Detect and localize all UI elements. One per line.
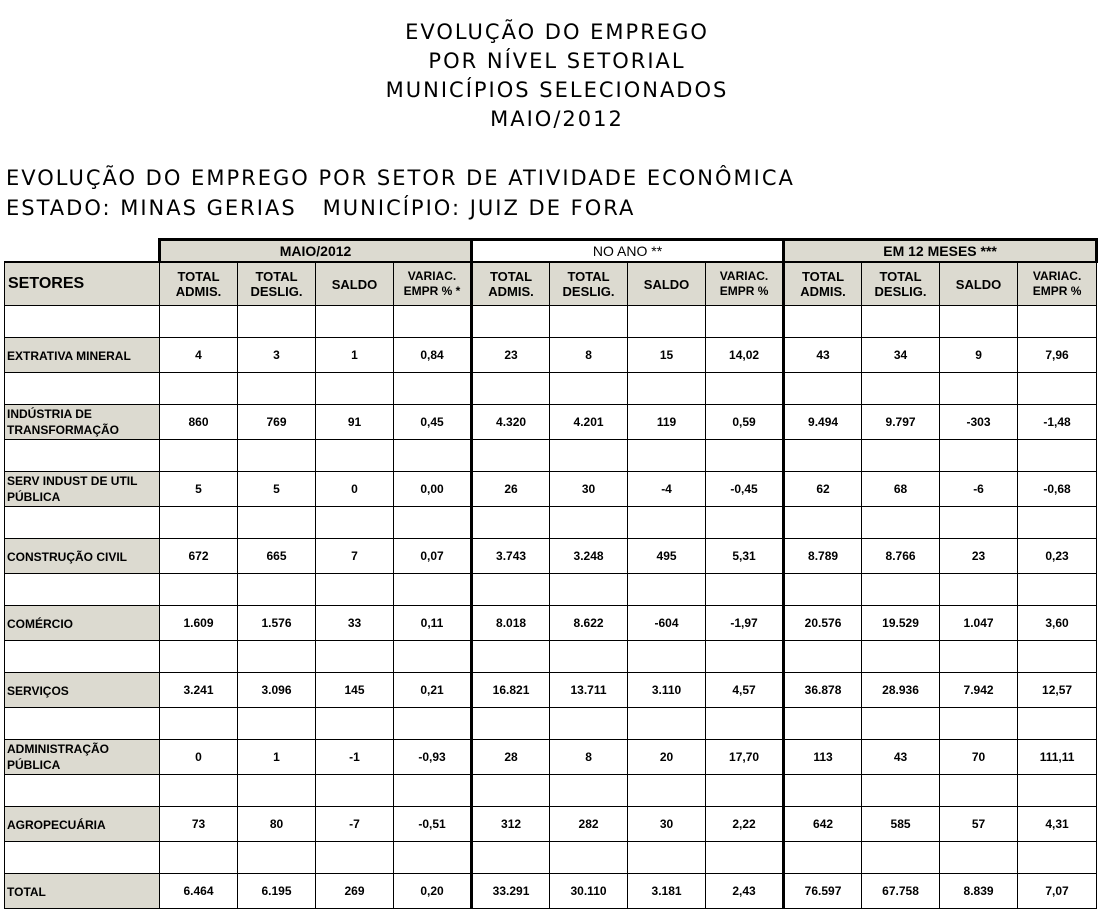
value-cell: 665 (238, 539, 316, 574)
col-header: TOTAL DESLIG. (862, 262, 940, 306)
value-cell: 0,20 (394, 874, 472, 909)
value-cell: 0,21 (394, 673, 472, 708)
empty-cell (940, 306, 1018, 338)
empty-cell (5, 708, 160, 740)
value-cell: 68 (862, 472, 940, 507)
empty-cell (550, 440, 628, 472)
value-cell: 6.464 (160, 874, 238, 909)
sector-label: AGROPECUÁRIA (5, 807, 160, 842)
empty-cell (5, 440, 160, 472)
empty-cell (628, 775, 706, 807)
empty-cell (472, 842, 550, 874)
value-cell: 5 (160, 472, 238, 507)
value-cell: 145 (316, 673, 394, 708)
value-cell: 0 (316, 472, 394, 507)
value-cell: 0,45 (394, 405, 472, 440)
title-line-4: MAIO/2012 (490, 107, 624, 131)
empty-cell (5, 306, 160, 338)
empty-cell (550, 373, 628, 405)
value-cell: 23 (472, 338, 550, 373)
col-header: SALDO (628, 262, 706, 306)
empty-cell (706, 440, 784, 472)
column-header-row (5, 262, 1097, 306)
title-line-2: POR NÍVEL SETORIAL (428, 49, 686, 73)
value-cell: 2,43 (706, 874, 784, 909)
empty-cell (784, 373, 862, 405)
empty-cell (394, 306, 472, 338)
empty-cell (940, 708, 1018, 740)
empty-cell (316, 306, 394, 338)
empty-cell (706, 708, 784, 740)
col-header: VARIAC. EMPR % (706, 262, 784, 306)
empty-cell (784, 440, 862, 472)
empty-cell (1018, 574, 1097, 606)
value-cell: 0 (160, 740, 238, 775)
value-cell: 1.609 (160, 606, 238, 641)
empty-cell (394, 373, 472, 405)
value-cell: -7 (316, 807, 394, 842)
empty-cell (1018, 708, 1097, 740)
value-cell: 113 (784, 740, 862, 775)
value-cell: -4 (628, 472, 706, 507)
empty-cell (160, 373, 238, 405)
empty-cell (238, 574, 316, 606)
value-cell: 4,57 (706, 673, 784, 708)
value-cell: 7 (316, 539, 394, 574)
value-cell: 0,23 (1018, 539, 1097, 574)
value-cell: 111,11 (1018, 740, 1097, 775)
empty-cell (5, 574, 160, 606)
empty-cell (238, 641, 316, 673)
empty-cell (160, 507, 238, 539)
col-header: TOTAL ADMIS. (160, 262, 238, 306)
empty-cell (316, 373, 394, 405)
value-cell: 43 (784, 338, 862, 373)
value-cell: 0,59 (706, 405, 784, 440)
value-cell: 642 (784, 807, 862, 842)
value-cell: 20 (628, 740, 706, 775)
value-cell: -303 (940, 405, 1018, 440)
value-cell: 30 (550, 472, 628, 507)
value-cell: 9 (940, 338, 1018, 373)
value-cell: -1 (316, 740, 394, 775)
value-cell: 3.181 (628, 874, 706, 909)
empty-cell (940, 842, 1018, 874)
empty-cell (862, 842, 940, 874)
empty-cell (628, 708, 706, 740)
empty-cell (706, 373, 784, 405)
table-row (5, 807, 1097, 842)
empty-cell (472, 507, 550, 539)
value-cell: 9.797 (862, 405, 940, 440)
empty-cell (550, 708, 628, 740)
value-cell: 495 (628, 539, 706, 574)
empty-cell (706, 775, 784, 807)
setores-header: SETORES (5, 262, 160, 306)
empty-cell (1018, 775, 1097, 807)
empty-cell (706, 574, 784, 606)
value-cell: 12,57 (1018, 673, 1097, 708)
value-cell: 0,11 (394, 606, 472, 641)
col-header: VARIAC. EMPR % * (394, 262, 472, 306)
empty-cell (394, 775, 472, 807)
empty-cell (550, 574, 628, 606)
empty-cell (472, 373, 550, 405)
sector-label: TOTAL (5, 874, 160, 909)
value-cell: 8 (550, 338, 628, 373)
empty-cell (160, 306, 238, 338)
col-header: TOTAL ADMIS. (784, 262, 862, 306)
empty-cell (5, 373, 160, 405)
table-row (5, 472, 1097, 507)
empty-cell (550, 507, 628, 539)
value-cell: 16.821 (472, 673, 550, 708)
spacer-row (5, 775, 1097, 807)
table-row (5, 606, 1097, 641)
sector-label: COMÉRCIO (5, 606, 160, 641)
spacer-row (5, 373, 1097, 405)
value-cell: 119 (628, 405, 706, 440)
value-cell: 0,00 (394, 472, 472, 507)
value-cell: 70 (940, 740, 1018, 775)
value-cell: 7,07 (1018, 874, 1097, 909)
empty-cell (160, 574, 238, 606)
empty-cell (940, 775, 1018, 807)
value-cell: 8.839 (940, 874, 1018, 909)
value-cell: 4.320 (472, 405, 550, 440)
value-cell: 5 (238, 472, 316, 507)
value-cell: -0,68 (1018, 472, 1097, 507)
empty-cell (394, 708, 472, 740)
value-cell: 8 (550, 740, 628, 775)
spacer-row (5, 842, 1097, 874)
value-cell: 7,96 (1018, 338, 1097, 373)
spacer-row (5, 440, 1097, 472)
value-cell: 62 (784, 472, 862, 507)
empty-cell (628, 373, 706, 405)
empty-cell (706, 641, 784, 673)
group-12-meses: EM 12 MESES *** (784, 240, 1097, 263)
value-cell: 282 (550, 807, 628, 842)
empty-cell (940, 440, 1018, 472)
value-cell: 2,22 (706, 807, 784, 842)
value-cell: 672 (160, 539, 238, 574)
empty-cell (940, 507, 1018, 539)
empty-cell (550, 842, 628, 874)
col-header: VARIAC. EMPR % (1018, 262, 1097, 306)
value-cell: 33.291 (472, 874, 550, 909)
spacer-row (5, 708, 1097, 740)
value-cell: 28.936 (862, 673, 940, 708)
empty-cell (5, 775, 160, 807)
empty-cell (394, 507, 472, 539)
value-cell: 67.758 (862, 874, 940, 909)
value-cell: 17,70 (706, 740, 784, 775)
value-cell: 14,02 (706, 338, 784, 373)
value-cell: 0,84 (394, 338, 472, 373)
sector-label: SERV INDUST DE UTIL PÚBLICA (5, 472, 160, 507)
table-body (5, 306, 1097, 909)
value-cell: 585 (862, 807, 940, 842)
value-cell: 1 (238, 740, 316, 775)
subtitle-line-2: ESTADO: MINAS GERIAS MUNICÍPIO: JUIZ DE FORA (6, 196, 636, 220)
value-cell: 6.195 (238, 874, 316, 909)
empty-cell (940, 373, 1018, 405)
empty-cell (238, 440, 316, 472)
empty-cell (394, 440, 472, 472)
table-row (5, 338, 1097, 373)
empty-cell (472, 708, 550, 740)
value-cell: 5,31 (706, 539, 784, 574)
empty-cell (940, 574, 1018, 606)
empty-cell (862, 306, 940, 338)
empty-cell (862, 440, 940, 472)
empty-cell (862, 775, 940, 807)
empty-cell (472, 641, 550, 673)
value-cell: 1 (316, 338, 394, 373)
value-cell: -1,97 (706, 606, 784, 641)
value-cell: 3.096 (238, 673, 316, 708)
table-row (5, 673, 1097, 708)
title-line-3: MUNICÍPIOS SELECIONADOS (385, 78, 729, 102)
value-cell: 860 (160, 405, 238, 440)
value-cell: 8.766 (862, 539, 940, 574)
empty-cell (238, 708, 316, 740)
empty-cell (706, 842, 784, 874)
value-cell: 8.789 (784, 539, 862, 574)
empty-cell (706, 507, 784, 539)
empty-cell (238, 507, 316, 539)
empty-cell (784, 775, 862, 807)
report-subtitle (6, 163, 795, 223)
col-header: TOTAL DESLIG. (238, 262, 316, 306)
empty-cell (472, 775, 550, 807)
empty-cell (862, 708, 940, 740)
value-cell: 312 (472, 807, 550, 842)
empty-cell (472, 440, 550, 472)
empty-cell (316, 574, 394, 606)
empty-cell (160, 775, 238, 807)
value-cell: 4,31 (1018, 807, 1097, 842)
empty-cell (706, 306, 784, 338)
value-cell: 57 (940, 807, 1018, 842)
value-cell: 3.110 (628, 673, 706, 708)
empty-cell (238, 373, 316, 405)
empty-cell (628, 641, 706, 673)
col-header: TOTAL ADMIS. (472, 262, 550, 306)
col-header: TOTAL DESLIG. (550, 262, 628, 306)
subtitle-line-1: EVOLUÇÃO DO EMPREGO POR SETOR DE ATIVIDADE ECONÔMICA (6, 166, 795, 190)
empty-cell (784, 842, 862, 874)
value-cell: 34 (862, 338, 940, 373)
empty-cell (628, 574, 706, 606)
empty-cell (550, 306, 628, 338)
empty-cell (784, 641, 862, 673)
col-header: SALDO (940, 262, 1018, 306)
value-cell: -0,51 (394, 807, 472, 842)
value-cell: 30.110 (550, 874, 628, 909)
value-cell: 3.248 (550, 539, 628, 574)
empty-cell (394, 641, 472, 673)
value-cell: -604 (628, 606, 706, 641)
empty-cell (316, 440, 394, 472)
empty-cell (316, 708, 394, 740)
empty-cell (160, 708, 238, 740)
empty-cell (628, 306, 706, 338)
value-cell: 3.241 (160, 673, 238, 708)
empty-cell (5, 507, 160, 539)
value-cell: -1,48 (1018, 405, 1097, 440)
value-cell: -0,93 (394, 740, 472, 775)
value-cell: 23 (940, 539, 1018, 574)
empty-cell (550, 641, 628, 673)
table-row (5, 874, 1097, 909)
value-cell: 1.047 (940, 606, 1018, 641)
empty-cell (472, 306, 550, 338)
empty-cell (628, 440, 706, 472)
value-cell: 7.942 (940, 673, 1018, 708)
empty-cell (1018, 507, 1097, 539)
value-cell: 3 (238, 338, 316, 373)
value-cell: 28 (472, 740, 550, 775)
value-cell: 19.529 (862, 606, 940, 641)
empty-cell (5, 641, 160, 673)
empty-cell (394, 574, 472, 606)
employment-table (4, 238, 1098, 909)
empty-cell (862, 507, 940, 539)
value-cell: 4.201 (550, 405, 628, 440)
value-cell: 0,07 (394, 539, 472, 574)
group-maio: MAIO/2012 (160, 240, 472, 263)
empty-cell (472, 574, 550, 606)
empty-cell (1018, 842, 1097, 874)
value-cell: 30 (628, 807, 706, 842)
value-cell: -0,45 (706, 472, 784, 507)
empty-cell (160, 440, 238, 472)
col-header: SALDO (316, 262, 394, 306)
spacer-row (5, 641, 1097, 673)
table-row (5, 539, 1097, 574)
sector-label: CONSTRUÇÃO CIVIL (5, 539, 160, 574)
empty-cell (394, 842, 472, 874)
report-title (0, 18, 1100, 134)
sector-label: ADMINISTRAÇÃO PÚBLICA (5, 740, 160, 775)
empty-cell (238, 306, 316, 338)
empty-cell (1018, 373, 1097, 405)
table-row (5, 740, 1097, 775)
group-header-row (5, 240, 1097, 263)
value-cell: 26 (472, 472, 550, 507)
empty-cell (316, 842, 394, 874)
empty-cell (160, 641, 238, 673)
value-cell: -6 (940, 472, 1018, 507)
sector-label: EXTRATIVA MINERAL (5, 338, 160, 373)
value-cell: 15 (628, 338, 706, 373)
value-cell: 76.597 (784, 874, 862, 909)
value-cell: 4 (160, 338, 238, 373)
value-cell: 80 (238, 807, 316, 842)
empty-cell (5, 842, 160, 874)
empty-cell (628, 507, 706, 539)
empty-cell (784, 708, 862, 740)
value-cell: 769 (238, 405, 316, 440)
empty-cell (784, 306, 862, 338)
value-cell: 13.711 (550, 673, 628, 708)
value-cell: 269 (316, 874, 394, 909)
value-cell: 91 (316, 405, 394, 440)
value-cell: 73 (160, 807, 238, 842)
value-cell: 36.878 (784, 673, 862, 708)
empty-cell (160, 842, 238, 874)
value-cell: 3.743 (472, 539, 550, 574)
title-line-1: EVOLUÇÃO DO EMPREGO (405, 20, 709, 44)
value-cell: 9.494 (784, 405, 862, 440)
empty-cell (940, 641, 1018, 673)
empty-cell (316, 775, 394, 807)
empty-cell (316, 507, 394, 539)
value-cell: 3,60 (1018, 606, 1097, 641)
table-row (5, 405, 1097, 440)
empty-cell (784, 574, 862, 606)
spacer-row (5, 306, 1097, 338)
empty-cell (862, 373, 940, 405)
spacer-row (5, 507, 1097, 539)
empty-cell (316, 641, 394, 673)
corner-cell (5, 240, 160, 263)
value-cell: 20.576 (784, 606, 862, 641)
sector-label: SERVIÇOS (5, 673, 160, 708)
empty-cell (1018, 440, 1097, 472)
value-cell: 33 (316, 606, 394, 641)
empty-cell (862, 574, 940, 606)
empty-cell (628, 842, 706, 874)
value-cell: 8.622 (550, 606, 628, 641)
empty-cell (550, 775, 628, 807)
value-cell: 43 (862, 740, 940, 775)
empty-cell (238, 775, 316, 807)
spacer-row (5, 574, 1097, 606)
group-no-ano: NO ANO ** (472, 240, 784, 263)
value-cell: 1.576 (238, 606, 316, 641)
empty-cell (784, 507, 862, 539)
empty-cell (1018, 641, 1097, 673)
sector-label: INDÚSTRIA DE TRANSFORMAÇÃO (5, 405, 160, 440)
empty-cell (862, 641, 940, 673)
value-cell: 8.018 (472, 606, 550, 641)
empty-cell (238, 842, 316, 874)
empty-cell (1018, 306, 1097, 338)
